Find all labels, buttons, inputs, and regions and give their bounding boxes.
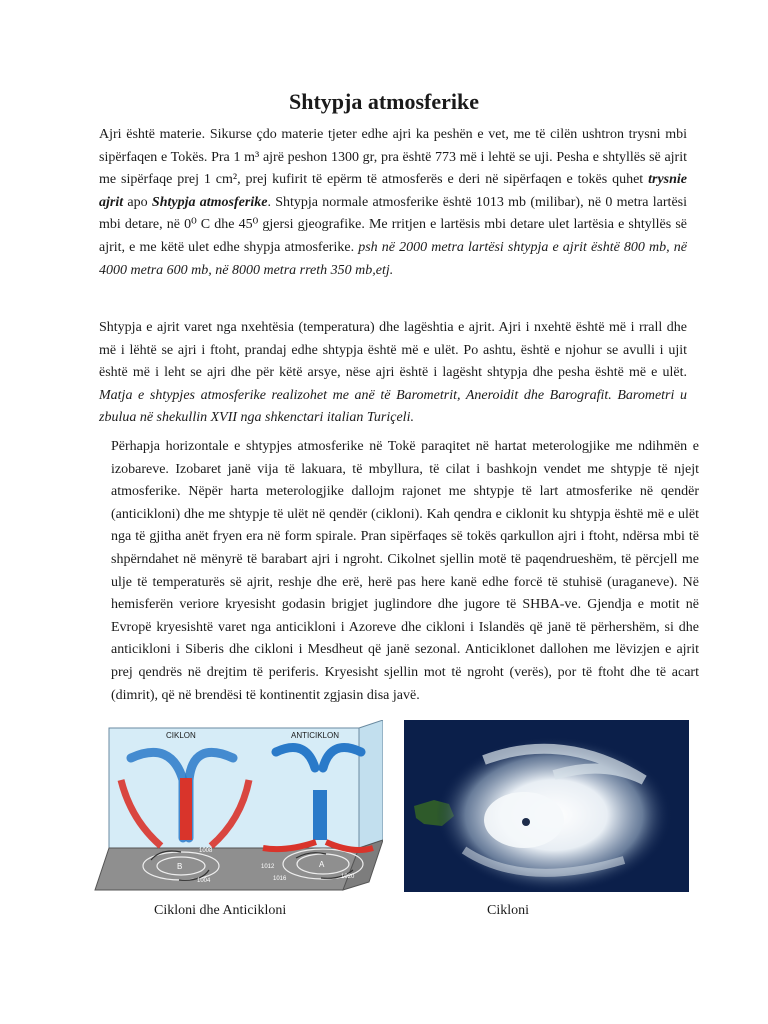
paragraph-3: Përhapja horizontale e shtypjes atmosferike në Tokë paraqitet në hartat meterologjike me ndihmën e izobareve. Izobaret janë vija të lakuara, të mbyllura, të cilat i bashkojn vendet me shtypje të njejt atmosferike. Nëpër harta meterologjike dallojm rajonet me shtypje të lart atmosferike në qendër (anticikloni) dhe me shtypje të ulët në qendër (cikloni). Kah qendra e ciklonit ku shtypja është më e ulët nga të gjitha anët fryen era në form spirale. Pran sipërfaqes së tokës qarkullon ajri i ftoht, ndërsa mbi të shpërndahet në mënyrë të barabart ajri i ngroht. Cikolnet sjellin motë të paqendrueshëm, të përcjell me ulje të temperaturës së ajrit, reshje dhe erë, herë pas here kanë edhe forcë të stuhisë (uraganeve). Në hemisferën veriore kryesisht godasin brigjet juglindore dhe jugore të SHBA-ve. Gjendja e motit në Evropë kryesishtë varet nga anticikloni i Azoreve dhe cikloni i Islandës që janë të përhershëm, si dhe anticikloni i Siberis dhe cikloni i Mesdheut që janë sezonal. Anticiklonet dallohen me lëvizjen e ajrit prej qendrës në drejtim të periferis. Kryesisht sjellin mot të ngroht (verës), por të ftoht dhe të acart (dimrit), që në brendësi të kontinentit zgjasin disa javë. <box>111 439 699 703</box>
diagram-svg <box>91 720 383 892</box>
term-shtypja-atmosferike: Shtypja atmosferike <box>151 194 268 210</box>
isobar-label-1004: 1004 <box>197 878 211 884</box>
label-cyclone: CIKLON <box>166 731 196 740</box>
example-text: psh në 2000 metra lartësi shtypja e ajrit është 800 mb, në 4000 metra 600 mb, në 8000 metra rreth 350 mb,etj. <box>99 239 687 278</box>
hurricane-eye <box>522 818 530 826</box>
anticyclone-cold-column <box>313 790 327 840</box>
paragraph-2: Shtypja e ajrit varet nga nxehtësia (temperatura) dhe lagështia e ajrit. Ajri i nxehtë është më i rrall dhe më i lëhtë se ajri i ftoht, prandaj edhe shtypja është më e ulët. Po ashtu, është e njohur se avulli i ujit është më i leht se ajri dhe për këtë arsye, nëse ajri është i lagësht shtypja dhe pesha është më e ulët. Matja e shtypjes atmosferike realizohet me anë të Barometrit, Aneroidit dhe Barografit. Barometri u zbulua në shekullin XVII nga shkenctari italian Turiçeli. <box>99 320 687 426</box>
page-title: Shtypja atmosferike <box>288 89 480 114</box>
isobar-label-1012: 1012 <box>261 864 275 870</box>
hurricane-satellite-image <box>404 720 689 892</box>
hurricane-svg <box>404 720 689 892</box>
paragraph-1: Ajri është materie. Sikurse çdo materie tjeter edhe ajri ka peshën e vet, me të cilën ushtron trysni mbi sipërfaqen e Tokës. Pra 1 m³ ajrë peshon 1300 gr, pra është 773 më i lehtë se uji. Pesha e shtyllës së ajrit me sipërfaqe prej 1 cm², prej kufirit të epërm të atmosferës e deri në sipërfaqen e tokës quhet trysnie ajrit apo Shtypja atmosferike. Shtypja normale atmosferike është 1013 mb (milibar), në 0 metra lartësi mbi detare, në 0⁰ C dhe 45⁰ gjersi gjeografike. Me rritjen e lartësis mbi detare ulet lartësia e shtyllës së ajrit, e me këtë ulet edhe shypja atmosferike. psh në 2000 metra lartësi shtypja e ajrit është 800 mb, në 4000 metra 600 mb, në 8000 metra rreth 350 mb,etj. <box>99 127 688 278</box>
cyclone-anticyclone-diagram <box>91 720 383 892</box>
term-trysnie-ajrit: trysnie ajrit <box>99 172 687 210</box>
measurement-text: Matja e shtypjes atmosferike realizohet me anë të Barometrit, Aneroidit dhe Barografit. Barometri u zbulua në shekullin XVII nga shkenctari italian Turiçeli. <box>99 387 687 426</box>
isobar-label-1020: 1020 <box>341 874 355 880</box>
box-side-face <box>359 720 383 848</box>
label-high-a: A <box>319 860 325 869</box>
caption-left: Cikloni dhe Anticikloni <box>154 903 287 918</box>
isobar-label-1016: 1016 <box>273 876 287 882</box>
isobar-label-1008: 1008 <box>199 848 213 854</box>
label-anticyclone: ANTICIKLON <box>291 731 340 740</box>
label-low-b: B <box>177 862 183 871</box>
caption-right: Cikloni <box>487 903 530 918</box>
